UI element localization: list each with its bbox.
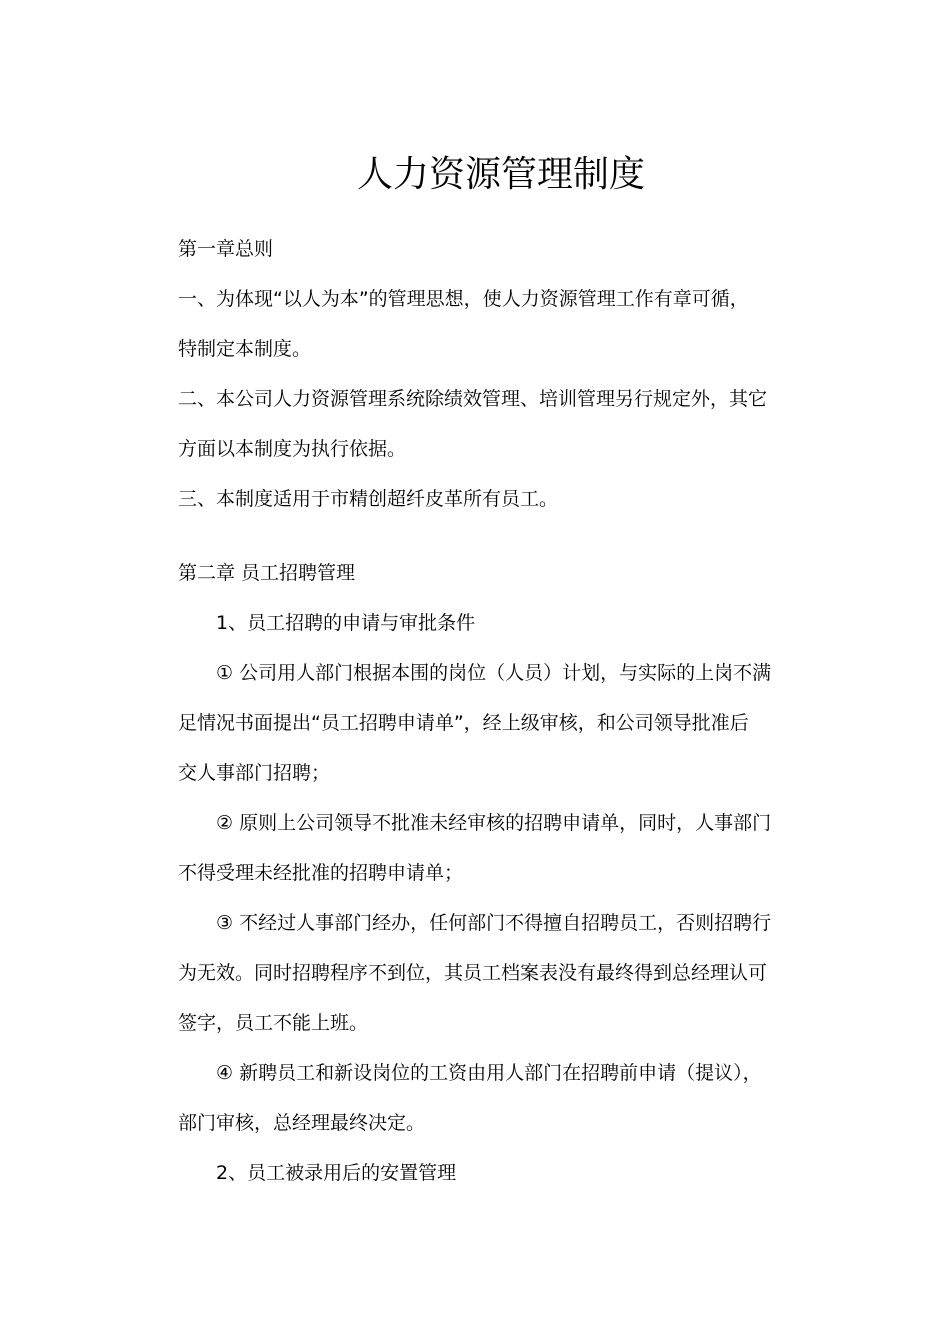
item-3-line-2: 为无效。同时招聘程序不到位，其员工档案表没有最终得到总经理认可 — [178, 962, 768, 984]
item-3-line-3: 签字，员工不能上班。 — [178, 1012, 369, 1034]
item-4-line-1: ④ 新聘员工和新设岗位的工资由用人部门在招聘前申请（提议）， — [216, 1062, 762, 1084]
item-2-line-2: 不得受理未经批准的招聘申请单； — [178, 862, 464, 884]
document-title: 人力资源管理制度 — [356, 154, 645, 195]
chapter-2-heading: 第二章 员工招聘管理 — [178, 562, 356, 584]
item-1-line-2: 足情况书面提出“员工招聘申请单”，经上级审核，和公司领导批准后 — [178, 712, 749, 734]
chapter-1-line-4: 方面以本制度为执行依据。 — [178, 438, 407, 460]
item-3-line-1: ③ 不经过人事部门经办，任何部门不得擅自招聘员工，否则招聘行 — [216, 912, 772, 934]
item-4-line-2: 部门审核，总经理最终决定。 — [178, 1112, 426, 1134]
item-1-line-3: 交人事部门招聘； — [178, 762, 331, 784]
section-2-heading: 2、员工被录用后的安置管理 — [216, 1162, 457, 1184]
chapter-1-line-5: 三、本制度适用于市精创超纤皮革所有员工。 — [178, 488, 559, 510]
section-1-heading: 1、员工招聘的申请与审批条件 — [216, 612, 476, 634]
chapter-1-line-1: 一、为体现“以人为本”的管理思想，使人力资源管理工作有章可循， — [178, 288, 749, 310]
chapter-1-heading: 第一章总则 — [178, 238, 274, 260]
chapter-1-line-3: 二、本公司人力资源管理系统除绩效管理、培训管理另行规定外，其它 — [178, 388, 768, 410]
chapter-1-line-2: 特制定本制度。 — [178, 338, 312, 360]
item-1-line-1: ① 公司用人部门根据本围的岗位（人员）计划，与实际的上岗不满 — [216, 662, 772, 684]
item-2-line-1: ② 原则上公司领导不批准未经审核的招聘申请单，同时，人事部门 — [216, 812, 772, 834]
